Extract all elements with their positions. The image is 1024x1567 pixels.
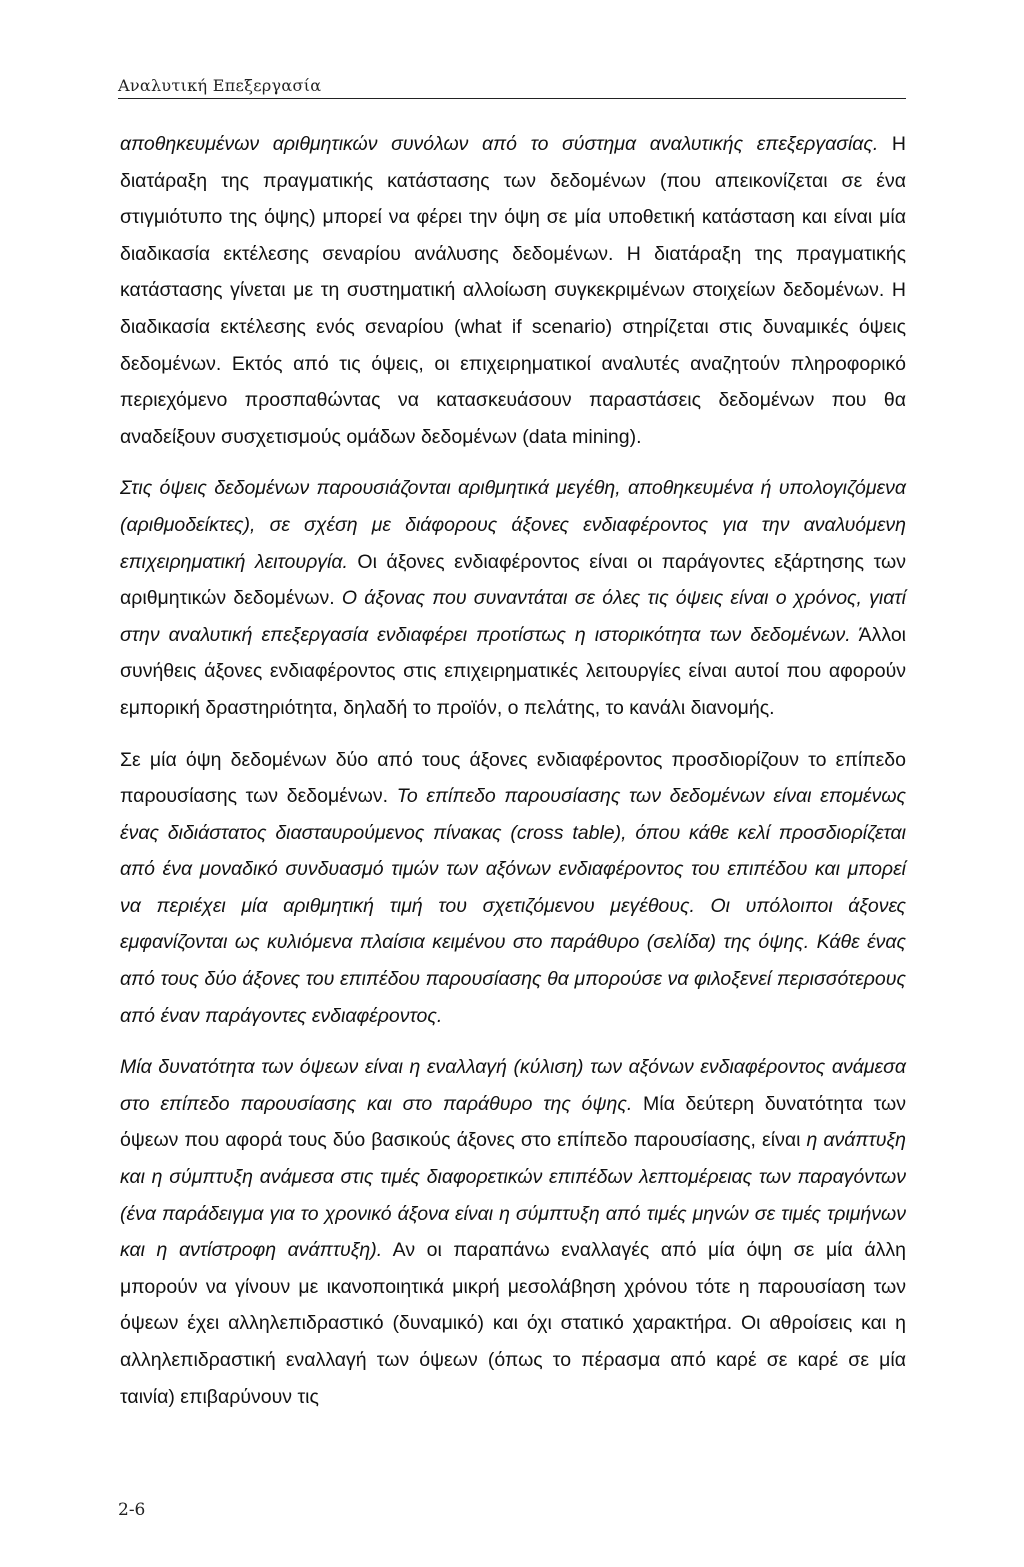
page-number: 2-6: [118, 1500, 146, 1520]
text-segment: Σε μία όψη δεδομένων δύο από τους άξονες ενδιαφέροντος προσδιορίζουν το επίπεδο παρουσίασης των δεδομένων.: [120, 748, 906, 808]
paragraph-3: [120, 742, 906, 1035]
text-segment: Η διατάραξη της πραγματικής κατάστασης των δεδομένων (που απεικονίζεται σε ένα στιγμιότυπο της όψης) μπορεί να φέρει την όψη σε μία υποθετική κατάσταση και είναι μία διαδικασία εκτέλεσης σεναρίου ανάλυσης δεδομένων. Η διατάραξη της πραγματικής κατάστασης γίνεται με τη συστηματική αλλοίωση συγκεκριμένων στοιχείων δεδομένων. Η διαδικασία εκτέλεσης ενός σεναρίου (what if scenario) στηρίζεται στις δυναμικές όψεις δεδομένων. Εκτός από τις όψεις, οι επιχειρηματικοί αναλυτές αναζητούν πληροφορικό περιεχόμενο προσπαθώντας να κατασκευάσουν παραστάσεις δεδομένων που θα αναδείξουν συσχετισμούς ομάδων δεδομένων (data mining).: [120, 133, 906, 448]
paragraph-4: [120, 1049, 906, 1415]
body-text: [120, 126, 906, 1430]
text-segment: Αν οι παραπάνω εναλλαγές από μία όψη σε μία άλλη μπορούν να γίνουν με ικανοποιητικά μικρή μεσολάβηση χρόνου τότε η παρουσίαση των όψεων έχει αλληλεπιδραστικό (δυναμικό) και όχι στατικό χαρακτήρα. Οι αθροίσεις και η αλληλεπιδραστική εναλλαγή των όψεων (όπως το πέρασμα από καρέ σε καρέ σε μία ταινία) επιβαρύνουν τις: [120, 1239, 906, 1408]
text-segment: Στις όψεις δεδομένων παρουσιάζονται αριθμητικά μεγέθη, αποθηκευμένα ή υπολογιζόμενα (αριθμοδείκτες), σε σχέση με διάφορους άξονες ενδιαφέροντος για την αναλυόμενη επιχειρηματική λειτουργία.: [120, 477, 906, 573]
running-header: Αναλυτική Επεξεργασία: [118, 76, 906, 99]
text-segment: η ανάπτυξη και η σύμπτυξη ανάμεσα στις τιμές διαφορετικών επιπέδων λεπτομέρειας των παραγόντων (ένα παράδειγμα για το χρονικό άξονα είναι η σύμπτυξη από τιμές μηνών σε τιμές τριμήνων και η αντίστροφη ανάπτυξη).: [120, 1129, 906, 1262]
text-segment: Ο άξονας που συναντάται σε όλες τις όψεις είναι ο χρόνος, γιατί στην αναλυτική επεξεργασία ενδιαφέρει προτίστως η ιστορικότητα των δεδομένων.: [120, 587, 906, 646]
text-segment: Άλλοι συνήθεις άξονες ενδιαφέροντος στις επιχειρηματικές λειτουργίες είναι αυτοί που αφορούν εμπορική δραστηριότητα, δηλαδή το προϊόν, ο πελάτης, το κανάλι διανομής.: [120, 623, 906, 719]
text-segment: Το επίπεδο παρουσίασης των δεδομένων είναι επομένως ένας διδιάστατος διασταυρούμενος πίνακας (cross table), όπου κάθε κελί προσδιορίζεται από ένα μοναδικό συνδυασμό τιμών των αξόνων ενδιαφέροντος του επιπέδου και μπορεί να περιέχει μία αριθμητική τιμή του σχετιζόμενου μεγέθους. Οι υπόλοιποι άξονες εμφανίζονται ως κυλιόμενα πλαίσια κειμένου στο παράθυρο (σελίδα) της όψης. Κάθε ένας από τους δύο άξονες του επιπέδου παρουσίασης θα μπορούσε να φιλοξενεί περισσότερους από έναν παράγοντες ενδιαφέροντος.: [120, 785, 906, 1027]
text-segment: Μία δεύτερη δυνατότητα των όψεων που αφορά τους δύο βασικούς άξονες στο επίπεδο παρουσίασης, είναι: [120, 1092, 906, 1152]
text-segment: Οι άξονες ενδιαφέροντος είναι οι παράγοντες εξάρτησης των αριθμητικών δεδομένων.: [120, 550, 906, 610]
text-segment: αποθηκευμένων αριθμητικών συνόλων από το σύστημα αναλυτικής επεξεργασίας.: [120, 133, 879, 155]
paragraph-2: [120, 470, 906, 726]
text-segment: Μία δυνατότητα των όψεων είναι η εναλλαγή (κύλιση) των αξόνων ενδιαφέροντος ανάμεσα στο επίπεδο παρουσίασης και στο παράθυρο της όψης.: [120, 1056, 906, 1115]
paragraph-1: [120, 126, 906, 455]
